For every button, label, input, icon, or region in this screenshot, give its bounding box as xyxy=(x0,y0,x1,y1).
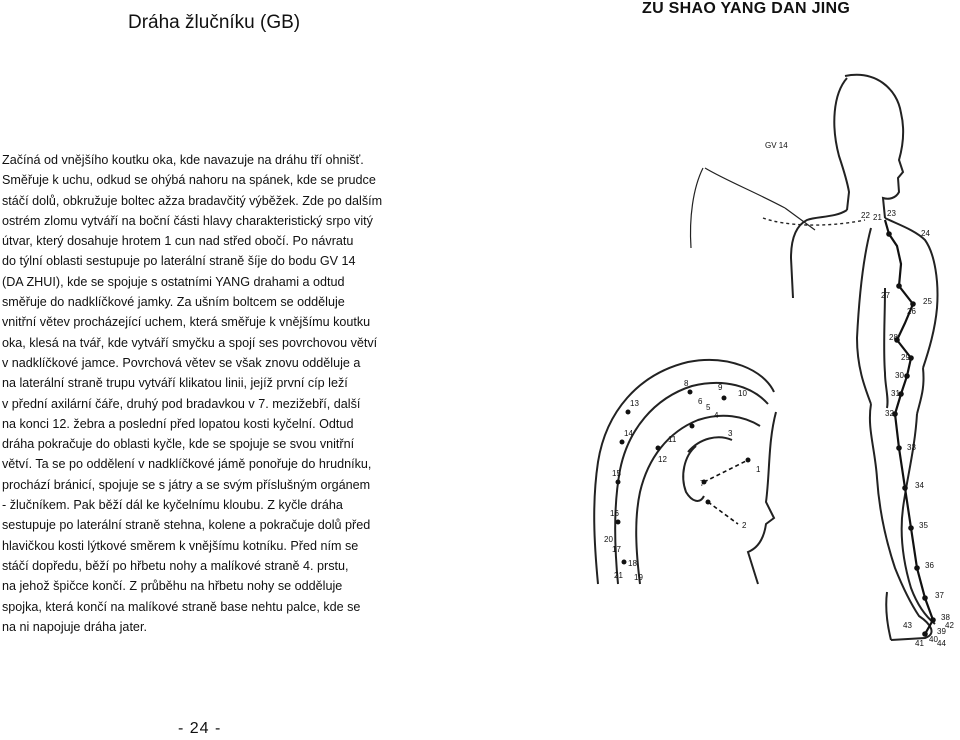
head-point-label: 15 xyxy=(612,469,621,478)
body-text-line: Směřuje k uchu, odkud se ohýbá nahoru na spánek, kde se prudce xyxy=(2,173,376,188)
document-section-title: Dráha žlučníku (GB) xyxy=(128,12,301,33)
head-point-label: 5 xyxy=(706,403,711,412)
body-point-label: 36 xyxy=(925,561,934,570)
head-point-label: 10 xyxy=(738,389,747,398)
body-text-line: v přední axilární čáře, druhý pod bradavkou v 7. mezižebří, další xyxy=(2,396,361,411)
body-point-label: 43 xyxy=(903,621,912,630)
body-point-label: 37 xyxy=(935,591,944,600)
body-point-label: 25 xyxy=(923,297,932,306)
body-text-line: - žlučníkem. Pak běží dál ke kyčelnímu kloubu. Z kyčle dráha xyxy=(2,498,343,513)
body-text-line: na laterální straně trupu vytváří klikatou linii, jejíž první cíp leží xyxy=(2,376,348,391)
body-point-label: 23 xyxy=(887,209,896,218)
head-point-label: 7 xyxy=(700,479,705,488)
body-point-label: 34 xyxy=(915,481,924,490)
body-text-line: útvar, který dosahuje hrotem 1 cun nad střed obočí. Po návratu xyxy=(2,234,354,249)
body-point-label: 29 xyxy=(901,353,910,362)
body-point-label: 28 xyxy=(889,333,898,342)
head-point-label: 2 xyxy=(742,521,747,530)
body-point-label: 39 xyxy=(937,627,946,636)
body-text-line: ostrém zlomu vytváří na boční části hlavy charakteristický srpo vitý xyxy=(2,213,373,228)
body-point-label: 32 xyxy=(885,409,894,418)
body-point-label: 30 xyxy=(895,371,904,380)
head-point-label: 1 xyxy=(756,465,761,474)
head-meridian-illustration xyxy=(588,352,778,587)
body-text-line: větví. Ta se po oddělení v nadklíčkové jámě ponořuje do hrudníku, xyxy=(2,457,372,472)
body-point-label: 40 xyxy=(929,635,938,644)
head-point-label: 20 xyxy=(604,535,613,544)
head-point-label: 8 xyxy=(684,379,689,388)
body-text-line: oka, klesá na tvář, kde vytváří smyčku a spojí ses povrchovou větví xyxy=(2,335,378,350)
body-point-label: 21 xyxy=(873,213,882,222)
body-text xyxy=(2,150,414,637)
body-text-line: v nadklíčkové jamce. Povrchová větev se však znovu odděluje a xyxy=(2,355,361,370)
body-point-label: 38 xyxy=(941,613,950,622)
body-text-line: stáčí dopředu, běží po hřbetu nohy a malíkové straně 4. prstu, xyxy=(2,558,349,573)
head-point-label: 17 xyxy=(612,545,621,554)
body-point-label: 24 xyxy=(921,229,930,238)
head-point-label: 18 xyxy=(628,559,637,568)
page-number: - 24 - xyxy=(178,720,222,737)
body-text-line: na jehož špičce končí. Z průběhu na hřbetu nohy se odděluje xyxy=(2,579,343,594)
head-point-label: 16 xyxy=(610,509,619,518)
body-text-line: stáčí dolů, obkružuje boltec ažza bradavčitý výběžek. Zde po dalším xyxy=(2,193,383,208)
meridian-name-title: ZU SHAO YANG DAN JING xyxy=(642,0,851,17)
head-point-label: 9 xyxy=(718,383,723,392)
body-point-label: 31 xyxy=(891,389,900,398)
head-point-label: 11 xyxy=(668,435,677,444)
body-text-line: na ni napojuje dráha jater. xyxy=(2,619,147,634)
body-point-label: 42 xyxy=(945,621,954,630)
body-text-line: hlavičkou kosti lýtkové směrem k vnějšímu kotníku. Před ním se xyxy=(2,538,359,553)
head-point-label: 12 xyxy=(658,455,667,464)
body-point-label: 44 xyxy=(937,639,946,648)
body-point-label: 22 xyxy=(861,211,870,220)
head-point-label: 6 xyxy=(698,397,703,406)
body-point-label: 33 xyxy=(907,443,916,452)
body-point-label: 26 xyxy=(907,307,916,316)
body-text-line: vnitřní větev procházející uchem, která směřuje k vnějšímu koutku xyxy=(2,315,371,330)
head-point-label: 13 xyxy=(630,399,639,408)
head-point-label: 19 xyxy=(634,573,643,582)
body-text-line: spojka, která končí na malíkové straně base nehtu palce, kde se xyxy=(2,599,361,614)
body-point-label: 35 xyxy=(919,521,928,530)
body-text-line: dráha pokračuje do oblasti kyčle, kde se spojuje se svou vnitřní xyxy=(2,437,355,452)
body-point-label: GV 14 xyxy=(765,141,788,150)
body-text-line: (DA ZHUI), kde se spojuje s ostatními YANG drahami a odtud xyxy=(2,274,345,289)
body-text-line: prochází bránicí, spojuje se s játry a se svým příslušným orgánem xyxy=(2,477,371,492)
head-point-label: 4 xyxy=(714,411,719,420)
head-point-label: 21 xyxy=(614,571,623,580)
body-text-line: směřuje do nadklíčkové jamky. Za ušním boltcem se odděluje xyxy=(2,295,345,310)
body-text-line: sestupuje po laterální straně stehna, kolene a pokračuje dolů před xyxy=(2,518,371,533)
body-text-line: Začíná od vnějšího koutku oka, kde navazuje na dráhu tří ohnišť. xyxy=(2,153,364,167)
body-text-line: do týlní oblasti sestupuje po laterální straně šíje do bodu GV 14 xyxy=(2,254,356,269)
body-point-label: 41 xyxy=(915,639,924,648)
head-point-label: 3 xyxy=(728,429,733,438)
body-point-label: 27 xyxy=(881,291,890,300)
body-text-line: na konci 12. žebra a poslední před lopatou kosti kyčelní. Odtud xyxy=(2,416,354,431)
head-point-label: 14 xyxy=(624,429,633,438)
